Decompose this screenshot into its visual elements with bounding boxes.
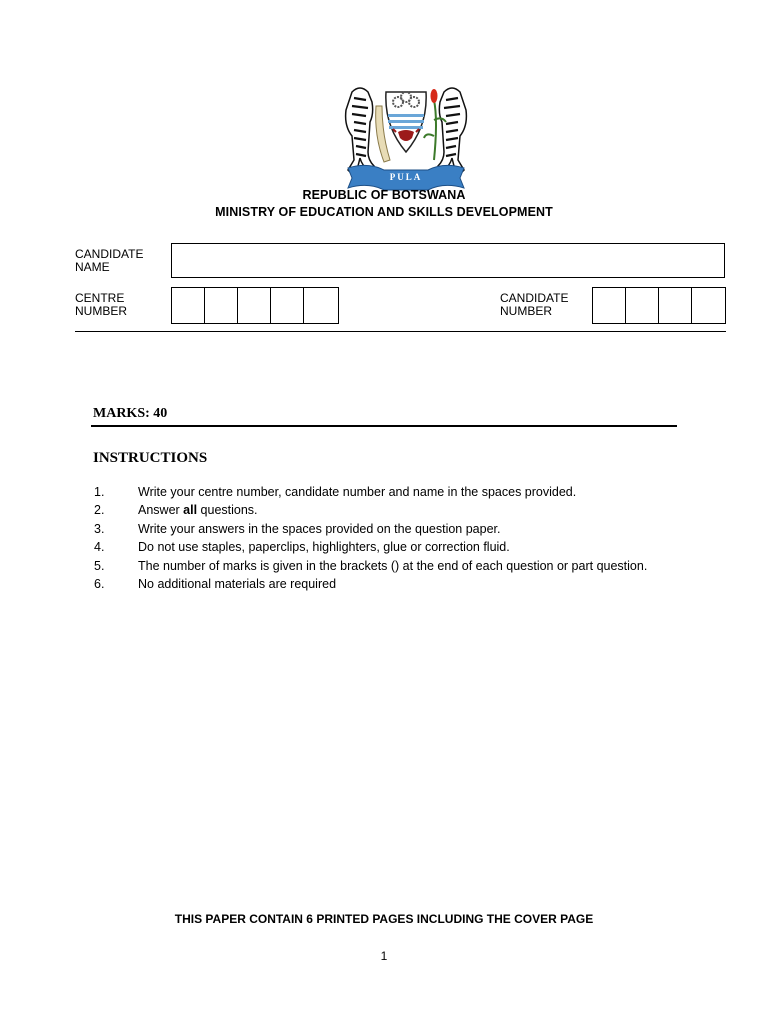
coat-of-arms-emblem <box>330 80 482 192</box>
right-zebra-icon <box>438 88 466 174</box>
instruction-number: 1. <box>94 485 105 499</box>
candidate-number-digit-box[interactable] <box>593 288 626 323</box>
candidate-name-field[interactable] <box>171 243 725 278</box>
candidate-number-field[interactable] <box>592 287 726 324</box>
instructions-heading: INSTRUCTIONS <box>93 450 208 466</box>
candidate-number-label: CANDIDATE NUMBER <box>500 291 569 318</box>
instruction-number: 3. <box>94 521 105 536</box>
centre-number-field[interactable] <box>171 287 339 324</box>
candidate-number-digit-box[interactable] <box>626 288 659 323</box>
ministry-title: MINISTRY OF EDUCATION AND SKILLS DEVELOPMENT <box>215 205 553 219</box>
instruction-number: 4. <box>94 540 105 555</box>
instruction-text: No additional materials are required <box>138 576 337 591</box>
candidate-number-digit-box[interactable] <box>692 288 725 323</box>
instruction-text: Answer all questions. <box>138 503 258 518</box>
left-zebra-icon <box>346 88 374 174</box>
instruction-number: 2. <box>94 503 105 518</box>
instruction-item <box>94 557 734 575</box>
marks-label: MARKS: 40 <box>93 406 168 421</box>
centre-number-label: CENTRE NUMBER <box>75 291 128 318</box>
country-title: REPUBLIC OF BOTSWANA <box>302 188 466 202</box>
marks-divider <box>91 425 677 427</box>
instructions-list <box>94 483 734 593</box>
instruction-number: 5. <box>94 558 105 573</box>
instruction-text: Write your answers in the spaces provided on the question paper. <box>138 521 501 536</box>
candidate-name-label: CANDIDATE NAME <box>75 247 144 274</box>
page-number: 1 <box>380 949 388 963</box>
centre-number-digit-box[interactable] <box>205 288 238 323</box>
instruction-text: The number of marks is given in the brackets () at the end of each question or part question. <box>138 558 648 573</box>
centre-number-digit-box[interactable] <box>271 288 304 323</box>
centre-number-digit-box[interactable] <box>304 288 337 323</box>
instruction-text: Write your centre number, candidate number and name in the spaces provided. <box>138 485 577 499</box>
page-count-note: THIS PAPER CONTAIN 6 PRINTED PAGES INCLUDING THE COVER PAGE <box>174 912 594 926</box>
instruction-item <box>94 575 734 593</box>
instruction-item <box>94 483 734 501</box>
centre-number-digit-box[interactable] <box>172 288 205 323</box>
instruction-text: Do not use staples, paperclips, highlighters, glue or correction fluid. <box>138 540 510 555</box>
instruction-item <box>94 538 734 556</box>
coat-of-arms-motto: PULA <box>389 172 423 182</box>
header-divider <box>75 331 726 332</box>
candidate-number-digit-box[interactable] <box>659 288 692 323</box>
instruction-item <box>94 520 734 538</box>
centre-number-digit-box[interactable] <box>238 288 271 323</box>
instruction-number: 6. <box>94 576 105 591</box>
instruction-item <box>94 501 734 519</box>
